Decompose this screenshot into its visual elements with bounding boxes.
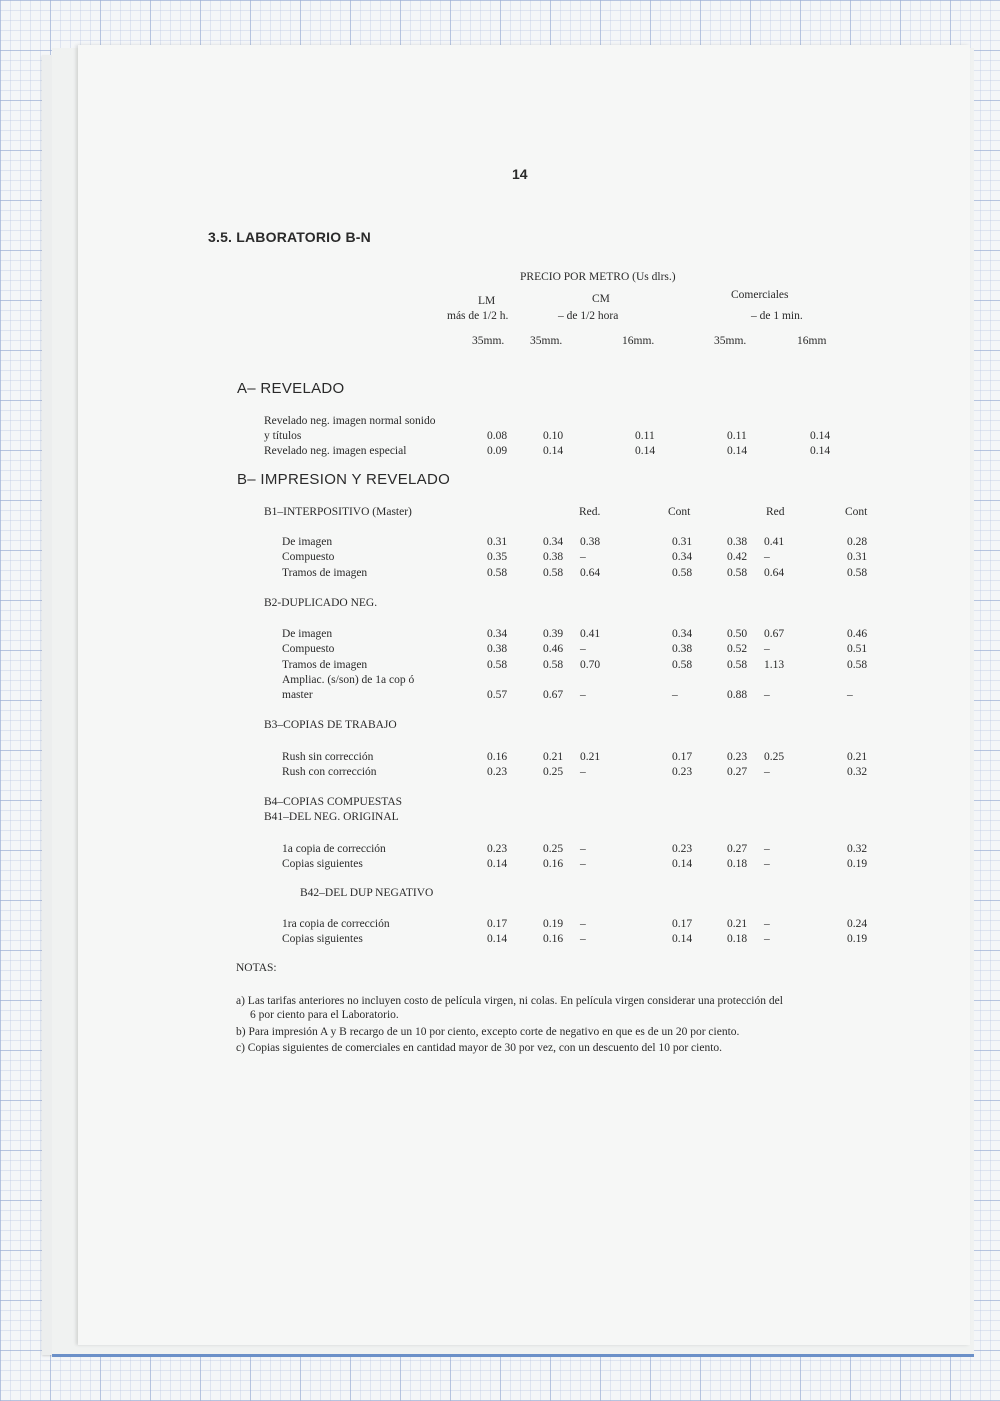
- table-cell: –: [580, 766, 586, 778]
- b2-title: B2-DUPLICADO NEG.: [264, 597, 378, 609]
- table-cell: 0.23: [672, 843, 693, 855]
- section-a-title: A– REVELADO: [237, 380, 345, 397]
- table-cell: –: [764, 918, 770, 930]
- note-a-line1: a) Las tarifas anteriores no incluyen costo de película virgen, ni colas. En película virgen considerar una protección del: [236, 995, 783, 1007]
- lm-subheader: más de 1/2 h.: [447, 310, 509, 322]
- table-cell: 0.31: [847, 551, 868, 563]
- table-cell: 0.67: [764, 628, 785, 640]
- table-cell: 0.58: [847, 567, 868, 579]
- table-row-label: 1ra copia de corrección: [282, 918, 390, 930]
- table-cell: 0.34: [672, 551, 693, 563]
- table-cell: 0.42: [727, 551, 748, 563]
- table-cell: 0.23: [487, 766, 508, 778]
- table-cell: 0.14: [810, 430, 831, 442]
- table-cell: 0.64: [764, 567, 785, 579]
- table-cell: 0.11: [635, 430, 655, 442]
- table-row-label: Rush sin corrección: [282, 751, 374, 763]
- table-cell: 0.14: [487, 933, 508, 945]
- table-cell: 0.58: [672, 567, 693, 579]
- lm-header: LM: [478, 295, 496, 307]
- table-row-label: De imagen: [282, 536, 333, 548]
- section-title: 3.5. LABORATORIO B-N: [208, 229, 371, 245]
- b3-title: B3–COPIAS DE TRABAJO: [264, 719, 397, 731]
- table-cell: 0.38: [727, 536, 748, 548]
- col-header-cont: Cont: [845, 506, 868, 518]
- table-cell: –: [580, 933, 586, 945]
- table-cell: 0.58: [543, 567, 564, 579]
- cm-header: CM: [592, 293, 610, 305]
- table-row-label: Ampliac. (s/son) de 1a cop ó: [282, 674, 415, 686]
- table-cell: 0.38: [672, 643, 693, 655]
- table-row-label: Tramos de imagen: [282, 567, 368, 579]
- table-cell: 0.16: [487, 751, 508, 763]
- table-row-label: 1a copia de corrección: [282, 843, 386, 855]
- table-cell: 0.21: [847, 751, 868, 763]
- b41-title: B41–DEL NEG. ORIGINAL: [264, 811, 399, 823]
- table-cell: 0.64: [580, 567, 601, 579]
- table-cell: –: [764, 551, 770, 563]
- table-cell: 0.58: [487, 659, 508, 671]
- table-cell: 0.58: [543, 659, 564, 671]
- table-cell: 0.18: [727, 933, 748, 945]
- table-cell: 0.16: [543, 858, 564, 870]
- table-cell: 0.18: [727, 858, 748, 870]
- table-cell: 0.39: [543, 628, 564, 640]
- table-cell: –: [580, 551, 586, 563]
- table-cell: 0.17: [672, 751, 693, 763]
- table-cell: 0.32: [847, 766, 868, 778]
- table-cell: 0.14: [810, 445, 831, 457]
- comerciales-subheader: – de 1 min.: [751, 310, 803, 322]
- table-cell: 0.38: [487, 643, 508, 655]
- table-cell: 0.58: [727, 659, 748, 671]
- note-b: b) Para impresión A y B recargo de un 10 por ciento, excepto corte de negativo en que es de un 20 por ciento.: [236, 1026, 740, 1038]
- row-a2-label: Revelado neg. imagen especial: [264, 445, 407, 457]
- table-cell: 0.38: [580, 536, 601, 548]
- table-cell: 0.57: [487, 689, 508, 701]
- table-cell: 0.28: [847, 536, 868, 548]
- table-cell: 0.10: [543, 430, 564, 442]
- table-cell: 0.14: [672, 858, 693, 870]
- table-row-label: Compuesto: [282, 551, 335, 563]
- table-cell: 0.23: [727, 751, 748, 763]
- table-cell: 0.34: [543, 536, 564, 548]
- table-cell: 0.58: [847, 659, 868, 671]
- table-cell: 0.52: [727, 643, 748, 655]
- table-cell: 0.27: [727, 766, 748, 778]
- price-title: PRECIO POR METRO (Us dlrs.): [520, 271, 676, 283]
- table-cell: 0.25: [764, 751, 785, 763]
- col-header-cont: Cont: [668, 506, 691, 518]
- table-cell: –: [764, 843, 770, 855]
- table-cell: –: [764, 689, 770, 701]
- table-cell: 0.67: [543, 689, 564, 701]
- table-cell: 0.58: [672, 659, 693, 671]
- table-cell: 0.41: [764, 536, 785, 548]
- table-cell: 0.14: [635, 445, 656, 457]
- section-b-title: B– IMPRESION Y REVELADO: [237, 471, 451, 488]
- format-com-35: 35mm.: [714, 335, 747, 347]
- table-cell: 0.46: [847, 628, 868, 640]
- table-cell: 0.25: [543, 766, 564, 778]
- table-cell: 0.25: [543, 843, 564, 855]
- row-a1-label: Revelado neg. imagen normal sonido: [264, 415, 436, 427]
- table-cell: 0.19: [847, 933, 868, 945]
- table-cell: 0.16: [543, 933, 564, 945]
- table-cell: –: [580, 843, 586, 855]
- format-lm-35: 35mm.: [472, 335, 505, 347]
- table-cell: 0.14: [727, 445, 748, 457]
- table-cell: 1.13: [764, 659, 785, 671]
- table-cell: 0.31: [487, 536, 508, 548]
- table-cell: 0.34: [487, 628, 508, 640]
- table-cell: 0.38: [543, 551, 564, 563]
- note-c: c) Copias siguientes de comerciales en cantidad mayor de 30 por vez, con un descuento del 10 por ciento.: [236, 1042, 723, 1054]
- col-header-red: Red: [766, 506, 785, 518]
- table-cell: 0.09: [487, 445, 508, 457]
- table-cell: –: [580, 858, 586, 870]
- table-cell: 0.51: [847, 643, 868, 655]
- row-a1-label-cont: y títulos: [264, 430, 302, 442]
- table-cell: 0.17: [487, 918, 508, 930]
- table-cell: 0.14: [543, 445, 564, 457]
- table-cell: –: [672, 689, 678, 701]
- table-cell: 0.46: [543, 643, 564, 655]
- table-cell: 0.27: [727, 843, 748, 855]
- table-cell: 0.35: [487, 551, 508, 563]
- table-row-label: Tramos de imagen: [282, 659, 368, 671]
- table-row-label-cont: master: [282, 689, 313, 701]
- table-cell: 0.58: [727, 567, 748, 579]
- table-cell: –: [764, 858, 770, 870]
- table-cell: 0.11: [727, 430, 747, 442]
- table-cell: 0.17: [672, 918, 693, 930]
- table-cell: 0.23: [672, 766, 693, 778]
- table-cell: 0.14: [487, 858, 508, 870]
- format-cm-35: 35mm.: [530, 335, 563, 347]
- table-cell: –: [764, 643, 770, 655]
- page-number: 14: [512, 166, 528, 182]
- table-row-label: Compuesto: [282, 643, 335, 655]
- table-cell: 0.32: [847, 843, 868, 855]
- table-cell: –: [580, 689, 586, 701]
- b1-title: B1–INTERPOSITIVO (Master): [264, 506, 412, 518]
- cm-subheader: – de 1/2 hora: [558, 310, 619, 322]
- table-cell: 0.21: [580, 751, 601, 763]
- table-cell: 0.41: [580, 628, 601, 640]
- table-cell: 0.14: [672, 933, 693, 945]
- table-cell: 0.23: [487, 843, 508, 855]
- format-com-16: 16mm: [797, 335, 827, 347]
- note-a-line2: 6 por ciento para el Laboratorio.: [250, 1009, 399, 1021]
- col-header-red: Red.: [579, 506, 601, 518]
- table-cell: 0.58: [487, 567, 508, 579]
- table-cell: 0.19: [847, 858, 868, 870]
- table-cell: 0.88: [727, 689, 748, 701]
- b4-title: B4–COPIAS COMPUESTAS: [264, 796, 403, 808]
- table-cell: –: [580, 643, 586, 655]
- table-cell: –: [764, 933, 770, 945]
- table-cell: 0.21: [543, 751, 564, 763]
- table-cell: –: [580, 918, 586, 930]
- comerciales-header: Comerciales: [731, 289, 789, 301]
- table-cell: –: [764, 766, 770, 778]
- b42-title: B42–DEL DUP NEGATIVO: [300, 887, 434, 899]
- table-row-label: Copias siguientes: [282, 933, 363, 945]
- table-cell: 0.31: [672, 536, 693, 548]
- table-cell: 0.50: [727, 628, 748, 640]
- table-cell: 0.24: [847, 918, 868, 930]
- table-row-label: Rush con corrección: [282, 766, 377, 778]
- table-row-label: Copias siguientes: [282, 858, 363, 870]
- table-cell: 0.08: [487, 430, 508, 442]
- notes-title: NOTAS:: [236, 962, 277, 974]
- table-cell: –: [847, 689, 853, 701]
- table-cell: 0.19: [543, 918, 564, 930]
- table-row-label: De imagen: [282, 628, 333, 640]
- table-cell: 0.34: [672, 628, 693, 640]
- format-cm-16: 16mm.: [622, 335, 655, 347]
- table-cell: 0.21: [727, 918, 748, 930]
- table-cell: 0.70: [580, 659, 601, 671]
